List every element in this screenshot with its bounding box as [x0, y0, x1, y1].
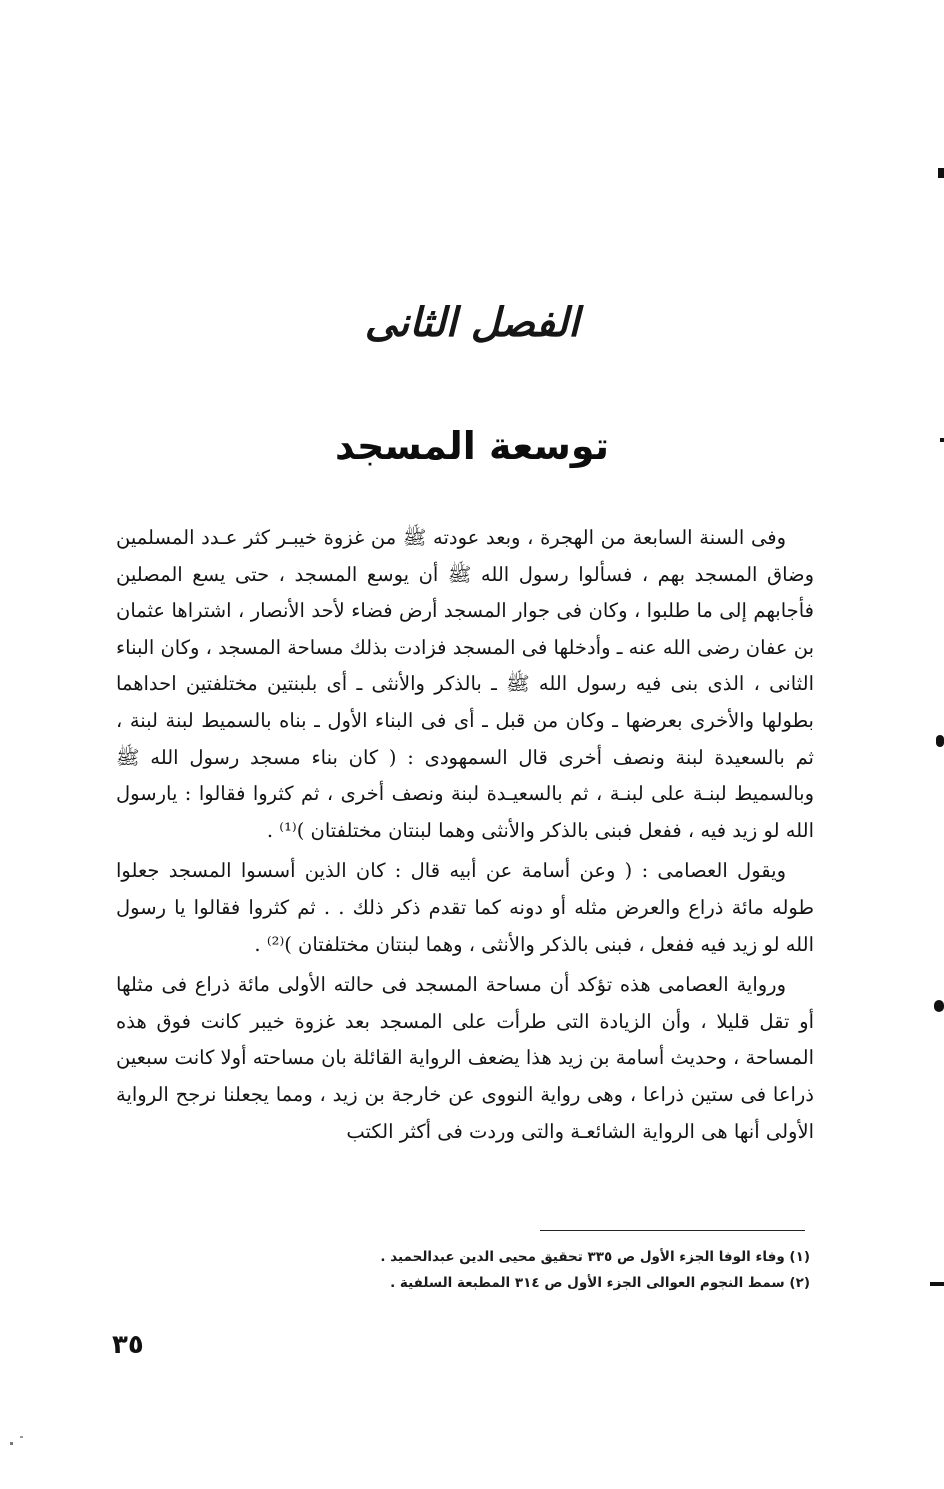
scan-mark	[936, 735, 944, 747]
paragraph: ورواية العصامى هذه تؤكد أن مساحة المسجد فى حالته الأولى مائة ذراع فى مثلها أو تقل قليلا ، وأن الزيادة التى طرأت على المسجد بعد غزوة خيبر كانت فوق هذه المساحة ، وحديث أسامة بن زيد هذا يضعف الرواية القائلة بان مساحته أولا كانت سبعين ذراعا فى ستين ذراعا ، وهى رواية النووى عن خارجة بن زيد ، ومما يجعلنا نرجح الرواية الأولى أنها هى الرواية الشائعـة والتى وردت فى أكثر الكتب	[116, 973, 814, 1143]
scan-mark	[930, 1282, 944, 1286]
scan-mark	[938, 168, 944, 178]
scan-mark	[10, 1442, 13, 1445]
scan-mark	[934, 1000, 944, 1012]
body-text	[116, 520, 814, 1150]
section-title: توسعة المسجد	[335, 424, 609, 468]
footnote: (١) وفاء الوفا الجزء الأول ص ٣٣٥ تحقيق محيى الدين عبدالحميد .	[380, 1249, 810, 1265]
page-number: ٣٥	[112, 1330, 144, 1360]
paragraph: وفى السنة السابعة من الهجرة ، وبعد عودته ﷺ من غزوة خيبـر كثر عـدد المسلمين وضاق المسجد بهم ، فسألوا رسول الله ﷺ أن يوسع المسجد ، حتى يسع المصلين فأجابهم إلى ما طلبوا ، وكان فى جوار المسجد أرض فضاء لأحد الأنصار ، اشتراها عثمان بن عفان رضى الله عنه ـ وأدخلها فى المسجد فزادت بذلك مساحة المسجد ، وكان البناء الثانى ، الذى بنى فيه رسول الله ﷺ ـ بالذكر والأنثى ـ أى بلبنتين مختلفتين احداهما بطولها والأخرى بعرضها ـ وكان من قبل ـ أى فى البناء الأول ـ بناه بالسميط لبنة لبنة ، ثم بالسعيدة لبنة ونصف أخرى قال السمهودى : ( كان بناء مسجد رسول الله ﷺ وبالسميط لبنـة على لبنـة ، ثم بالسعيـدة لبنة ونصف أخرى ، ثم كثروا فقالوا : يارسول الله لو زيد فيه ، ففعل فبنى بالذكر والأنثى وهما لبنتان مختلفتان )⁽¹⁾ .	[116, 526, 814, 842]
scan-mark	[20, 1436, 23, 1438]
chapter-title: الفصل الثانى	[364, 300, 580, 346]
paragraph: ويقول العصامى : ( وعن أسامة عن أبيه قال : كان الذين أسسوا المسجد جعلوا طوله مائة ذراع والعرض مثله أو دونه كما تقدم ذكر ذلك . . ثم كثروا فقالوا يا رسول الله لو زيد فيه ففعل ، فبنى بالذكر والأنثى ، وهما لبنتان مختلفتان )⁽²⁾ .	[116, 859, 814, 956]
footnote: (٢) سمط النجوم العوالى الجزء الأول ص ٣١٤ المطبعة السلفية .	[390, 1275, 810, 1291]
footnotes	[300, 1244, 810, 1296]
footnote-separator	[540, 1230, 805, 1231]
scan-mark	[940, 438, 944, 442]
